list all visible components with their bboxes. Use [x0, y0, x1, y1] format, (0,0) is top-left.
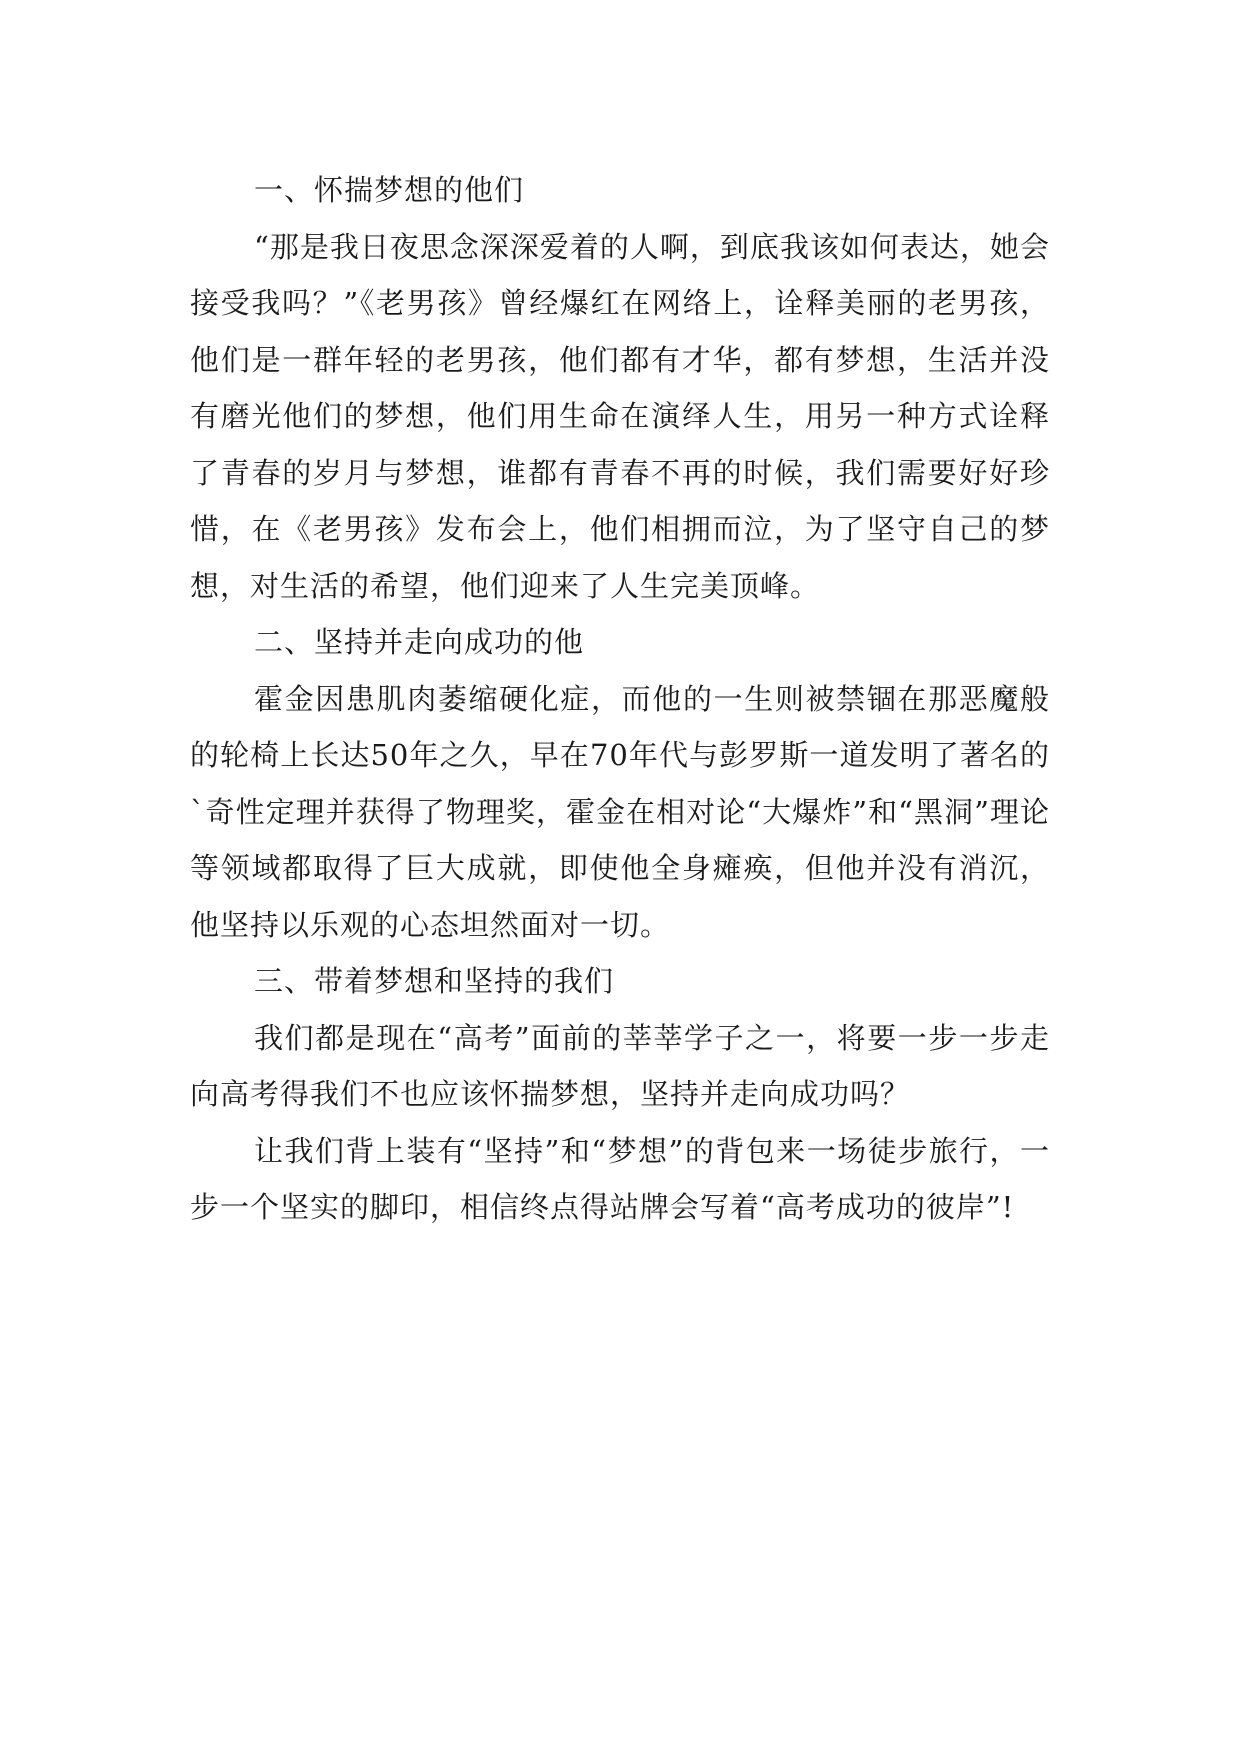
section-heading-1: 一、怀揣梦想的他们	[254, 173, 525, 207]
section-1-paragraph-1: “那是我日夜思念深深爱着的人啊，到底我该如何表达，她会接受我吗？”《老男孩》曾经爆红在网络上，诠释美丽的老男孩，他们是一群年轻的老男孩，他们都有才华，都有梦想，生活并没有磨光他们的梦想，他们用生命在演绎人生，用另一种方式诠释了青春的岁月与梦想，谁都有青春不再的时候，我们需要好好珍惜，在《老男孩》发布会上，他们相拥而泣，为了坚守自己的梦想，对生活的希望，他们迎来了人生完美顶峰。	[190, 229, 1050, 603]
section-heading-2: 二、坚持并走向成功的他	[254, 625, 585, 659]
section-3-paragraph-2: 让我们背上装有“坚持”和“梦想”的背包来一场徒步旅行，一步一个坚实的脚印，相信终点得站牌会写着“高考成功的彼岸”!	[190, 1133, 1050, 1224]
section-heading-3: 三、带着梦想和坚持的我们	[254, 964, 615, 998]
document-body	[190, 162, 1050, 1236]
section-3-paragraph-1: 我们都是现在“高考”面前的莘莘学子之一，将要一步一步走向高考得我们不也应该怀揣梦想，坚持并走向成功吗？	[190, 1020, 1050, 1111]
section-2-paragraph-1: 霍金因患肌肉萎缩硬化症，而他的一生则被禁锢在那恶魔般的轮椅上长达50年之久，早在70年代与彭罗斯一道发明了著名的`奇性定理并获得了物理奖，霍金在相对论“大爆炸”和“黑洞”理论等领域都取得了巨大成就，即使他全身瘫痪，但他并没有消沉，他坚持以乐观的心态坦然面对一切。	[190, 681, 1050, 942]
